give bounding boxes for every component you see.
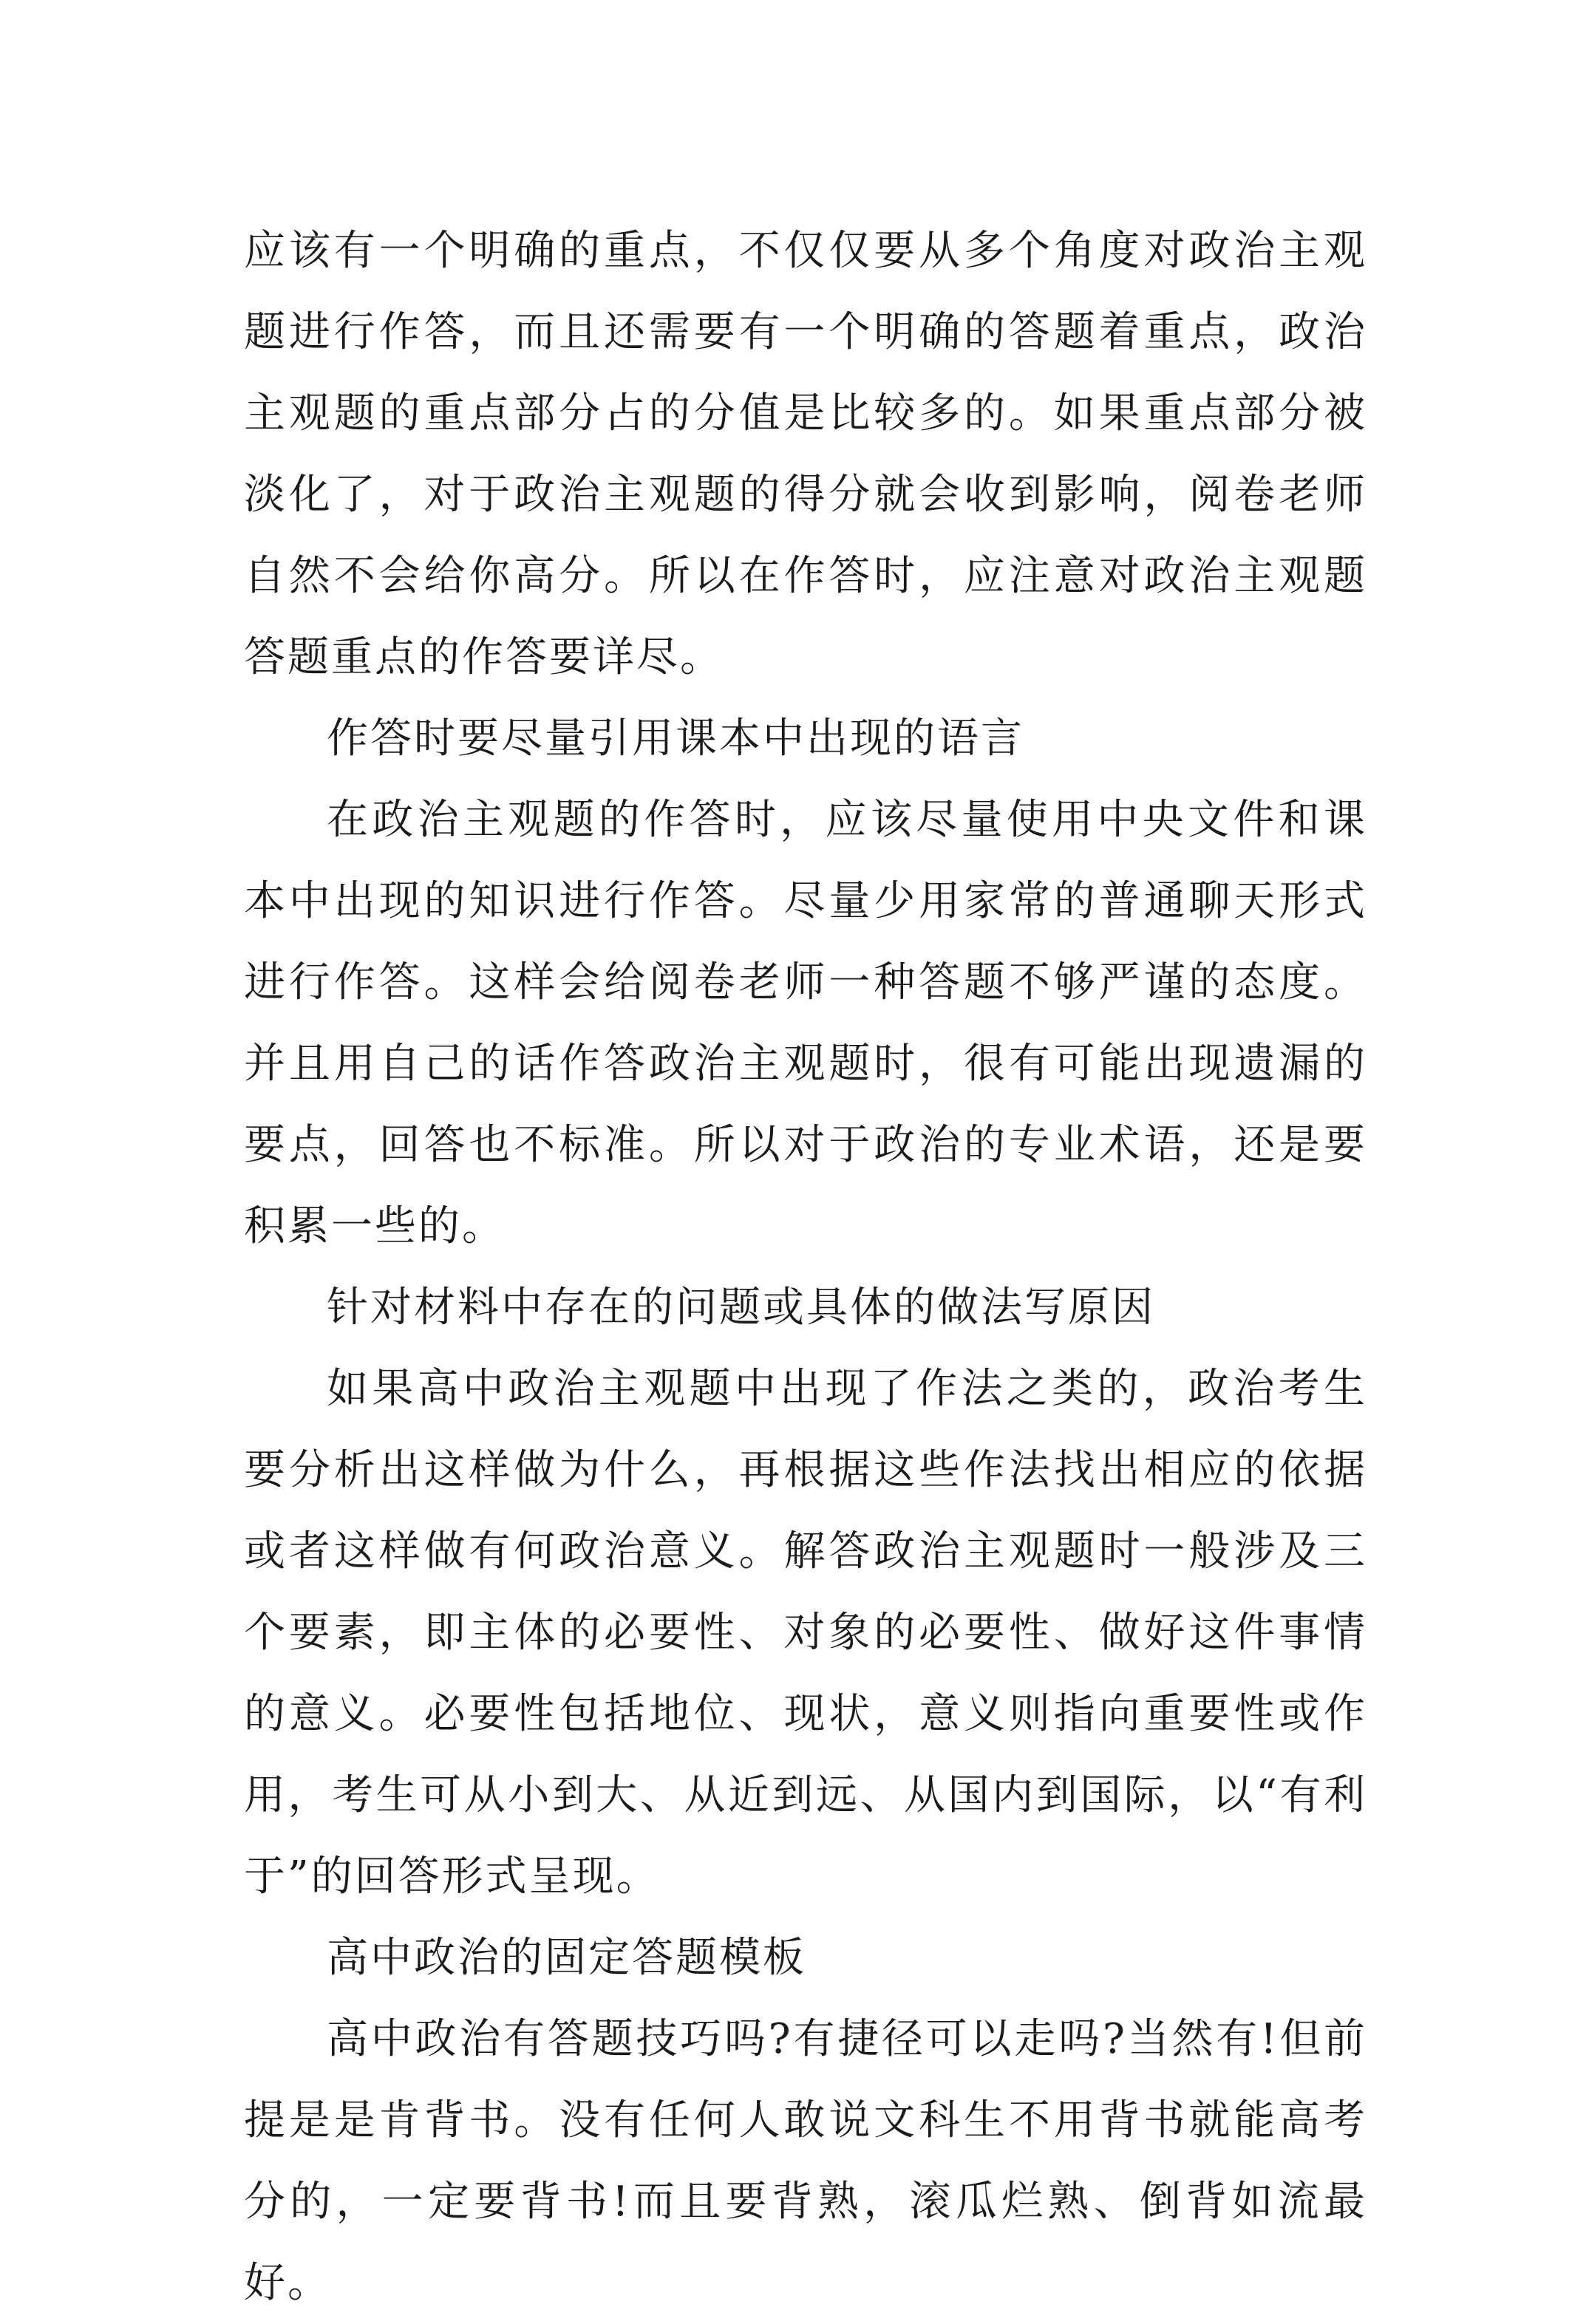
section-heading-quote-textbook: 作答时要尽量引用课本中出现的语言 — [327, 715, 1024, 763]
section-heading-explain-reasons: 针对材料中存在的问题或具体的做法写原因 — [327, 1284, 1155, 1332]
paragraph-answer-template: 高中政治有答题技巧吗?有捷径可以走吗?当然有!但前提是是肯背书。没有任何人敢说文科生不用背书就能高考分的，一定要背书!而且要背熟，滚瓜烂熟、倒背如流最好。 — [244, 2015, 1367, 2307]
document-body — [244, 211, 1367, 2324]
paragraph-quote-textbook: 在政治主观题的作答时，应该尽量使用中央文件和课本中出现的知识进行作答。尽量少用家常的普通聊天形式进行作答。这样会给阅卷老师一种答题不够严谨的态度。并且用自己的话作答政治主观题时，很有可能出现遗漏的要点，回答也不标准。所以对于政治的专业术语，还是要积累一些的。 — [244, 796, 1367, 1250]
paragraph-continuation: 应该有一个明确的重点，不仅仅要从多个角度对政治主观题进行作答，而且还需要有一个明确的答题着重点，政治主观题的重点部分占的分值是比较多的。如果重点部分被淡化了，对于政治主观题的得分就会收到影响，阅卷老师自然不会给你高分。所以在作答时，应注意对政治主观题答题重点的作答要详尽。 — [244, 227, 1367, 681]
section-heading-answer-template: 高中政治的固定答题模板 — [327, 1934, 806, 1982]
paragraph-explain-reasons: 如果高中政治主观题中出现了作法之类的，政治考生要分析出这样做为什么，再根据这些作法找出相应的依据或者这样做有何政治意义。解答政治主观题时一般涉及三个要素，即主体的必要性、对象的必要性、做好这件事情的意义。必要性包括地位、现状，意义则指向重要性或作用，考生可从小到大、从近到远、从国内到国际，以“有利于”的回答形式呈现。 — [244, 1365, 1367, 1901]
